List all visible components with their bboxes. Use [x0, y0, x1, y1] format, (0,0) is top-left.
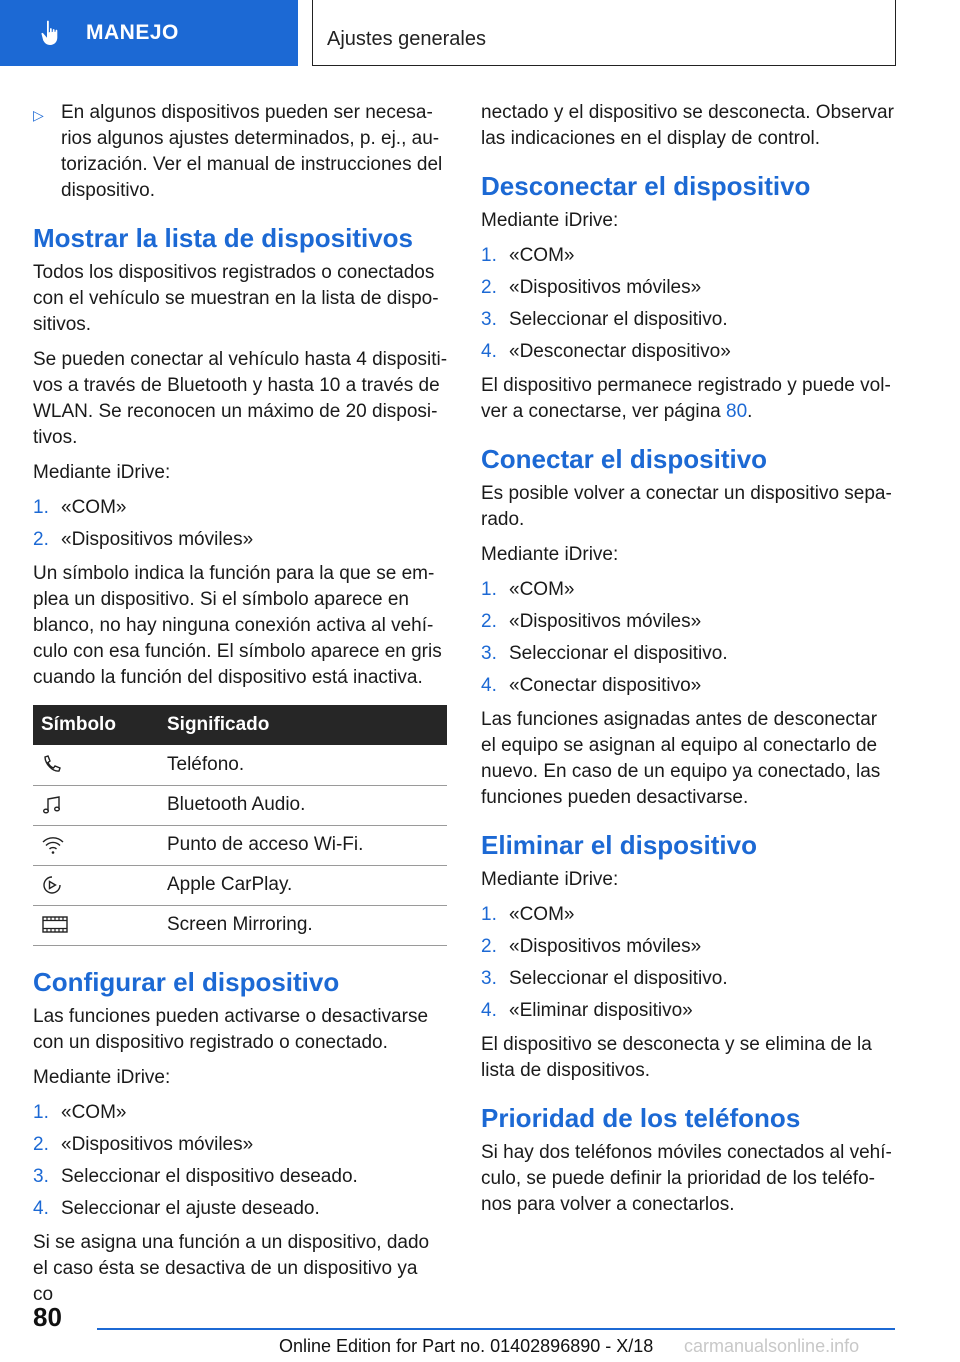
hand-pointer-icon [36, 17, 68, 49]
section-title: MANEJO [86, 21, 179, 44]
list-item: 3. Seleccionar el dispositivo deseado. [33, 1165, 358, 1187]
page-number: 80 [33, 1302, 62, 1332]
list-item: 3. Seleccionar el dispositivo. [481, 968, 728, 989]
list-item: 2. «Dispositivos móviles» [33, 529, 254, 550]
page-link[interactable]: 80 [726, 401, 748, 422]
heading-priority: Prioridad de los teléfonos [481, 1103, 801, 1133]
heading-disconnect: Desconectar el dispositivo [481, 171, 811, 201]
list-item: 2. «Dispositivos móviles» [33, 1133, 254, 1155]
list-item: 1. «COM» [481, 904, 575, 925]
page-header [0, 0, 960, 66]
table-cell: Apple CarPlay. [159, 865, 447, 905]
paragraph: Un símbolo indica la función para la que se emplea un dispositivo. Si el símbolo aparece en blanco, no hay ninguna conexión activa al vehículo con esa función. El símbolo aparece en gris cuando la función del dispositivo está inactiva. [33, 563, 442, 688]
column-header-symbol: Símbolo [33, 705, 159, 745]
table-row [33, 745, 447, 785]
footer-edition: Online Edition for Part no. 01402896890 - X/18 [279, 1336, 654, 1356]
table-cell: Punto de acceso Wi-Fi. [159, 825, 447, 865]
list-item: 4. «Desconectar dispositivo» [481, 341, 731, 362]
section-tab[interactable] [0, 0, 298, 66]
table-cell: Teléfono. [159, 745, 447, 785]
list-item: 2. «Dispositivos móviles» [481, 611, 702, 632]
table-cell: Screen Mirroring. [159, 905, 447, 945]
paragraph: El dispositivo se desconecta y se elimina de la lista de dispositivos. [481, 1034, 872, 1081]
idrive-label: Mediante iDrive: [33, 1066, 171, 1088]
idrive-label: Mediante iDrive: [481, 544, 619, 565]
paragraph: Si hay dos teléfonos móviles conectados al vehículo, se puede definir la prioridad de los teléfonos para volver a conectarlos. [481, 1142, 892, 1215]
list-item: 1. «COM» [33, 497, 127, 518]
table-row [33, 825, 447, 865]
list-item: 1. «COM» [33, 1101, 127, 1123]
paragraph: Las funciones pueden activarse o desactivarse con un dispositivo registrado o conectado. [33, 1005, 429, 1053]
screen-mirroring-icon [41, 914, 69, 936]
triangle-bullet-icon: ▷ [33, 107, 44, 123]
music-note-icon [41, 794, 63, 816]
table-header-row [33, 705, 447, 745]
steps-list-delete [481, 902, 897, 1024]
table-cell: Bluetooth Audio. [159, 785, 447, 825]
list-item: 4. Seleccionar el ajuste deseado. [33, 1197, 320, 1219]
heading-delete: Eliminar el dispositivo [481, 830, 757, 860]
footer-rule [97, 1328, 895, 1330]
idrive-label: Mediante iDrive: [481, 210, 619, 231]
steps-list-show [33, 495, 449, 553]
list-item: 4. «Conectar dispositivo» [481, 675, 702, 696]
paragraph: Las funciones asignadas antes de desconectar el equipo se asignan al equipo al conectarlo de nuevo. En caso de un equipo ya conectado, las funciones pueden desactivarse. [481, 709, 881, 808]
steps-list-connect [481, 577, 897, 699]
chapter-box [312, 0, 896, 66]
steps-list-disconnect [481, 243, 897, 365]
paragraph: Es posible volver a conectar un dispositivo separado. [481, 483, 892, 530]
paragraph: nectado y el dispositivo se desconecta. Observar las indicaciones en el display de control. [481, 102, 894, 149]
idrive-label: Mediante iDrive: [33, 462, 171, 483]
table-row [33, 905, 447, 945]
paragraph: Todos los dispositivos registrados o conectados con el vehículo se muestran en la lista de dispositivos. [33, 262, 439, 335]
left-column [33, 100, 449, 1317]
heading-connect: Conectar el dispositivo [481, 444, 768, 474]
heading-configure: Configurar el dispositivo [33, 966, 340, 997]
paragraph: Se pueden conectar al vehículo hasta 4 dispositivos a través de Bluetooth y hasta 10 a través de WLAN. Se reconocen un máximo de 20 dispositivos. [33, 349, 448, 448]
table-row [33, 865, 447, 905]
carplay-icon [41, 874, 63, 896]
list-item: 1. «COM» [481, 579, 575, 600]
wifi-icon [41, 834, 65, 856]
steps-list-configure [33, 1100, 449, 1222]
watermark: carmanualsonline.info [684, 1336, 860, 1356]
list-item: 3. Seleccionar el dispositivo. [481, 309, 728, 330]
note-text: En algunos dispositivos pueden ser necesarios algunos ajustes determinados, p. ej., autorización. Ver el manual de instrucciones del dispositivo. [61, 102, 443, 201]
column-header-meaning: Significado [159, 705, 447, 745]
idrive-label: Mediante iDrive: [481, 869, 619, 890]
right-column [481, 100, 897, 1227]
heading-show-list: Mostrar la lista de dispositivos [33, 223, 413, 253]
paragraph: El dispositivo permanece registrado y puede volver a conectarse, ver página 80. [481, 375, 891, 422]
note-bullet [33, 100, 449, 204]
list-item: 4. «Eliminar dispositivo» [481, 1000, 693, 1021]
phone-icon [41, 754, 63, 776]
chapter-title: Ajustes generales [327, 28, 486, 50]
table-row [33, 785, 447, 825]
list-item: 2. «Dispositivos móviles» [481, 936, 702, 957]
paragraph: Si se asigna una función a un dispositivo, dado el caso ésta se desactiva de un dispositivo ya co [33, 1231, 430, 1305]
symbol-table [33, 705, 447, 946]
list-item: 2. «Dispositivos móviles» [481, 277, 702, 298]
list-item: 1. «COM» [481, 245, 575, 266]
list-item: 3. Seleccionar el dispositivo. [481, 643, 728, 664]
